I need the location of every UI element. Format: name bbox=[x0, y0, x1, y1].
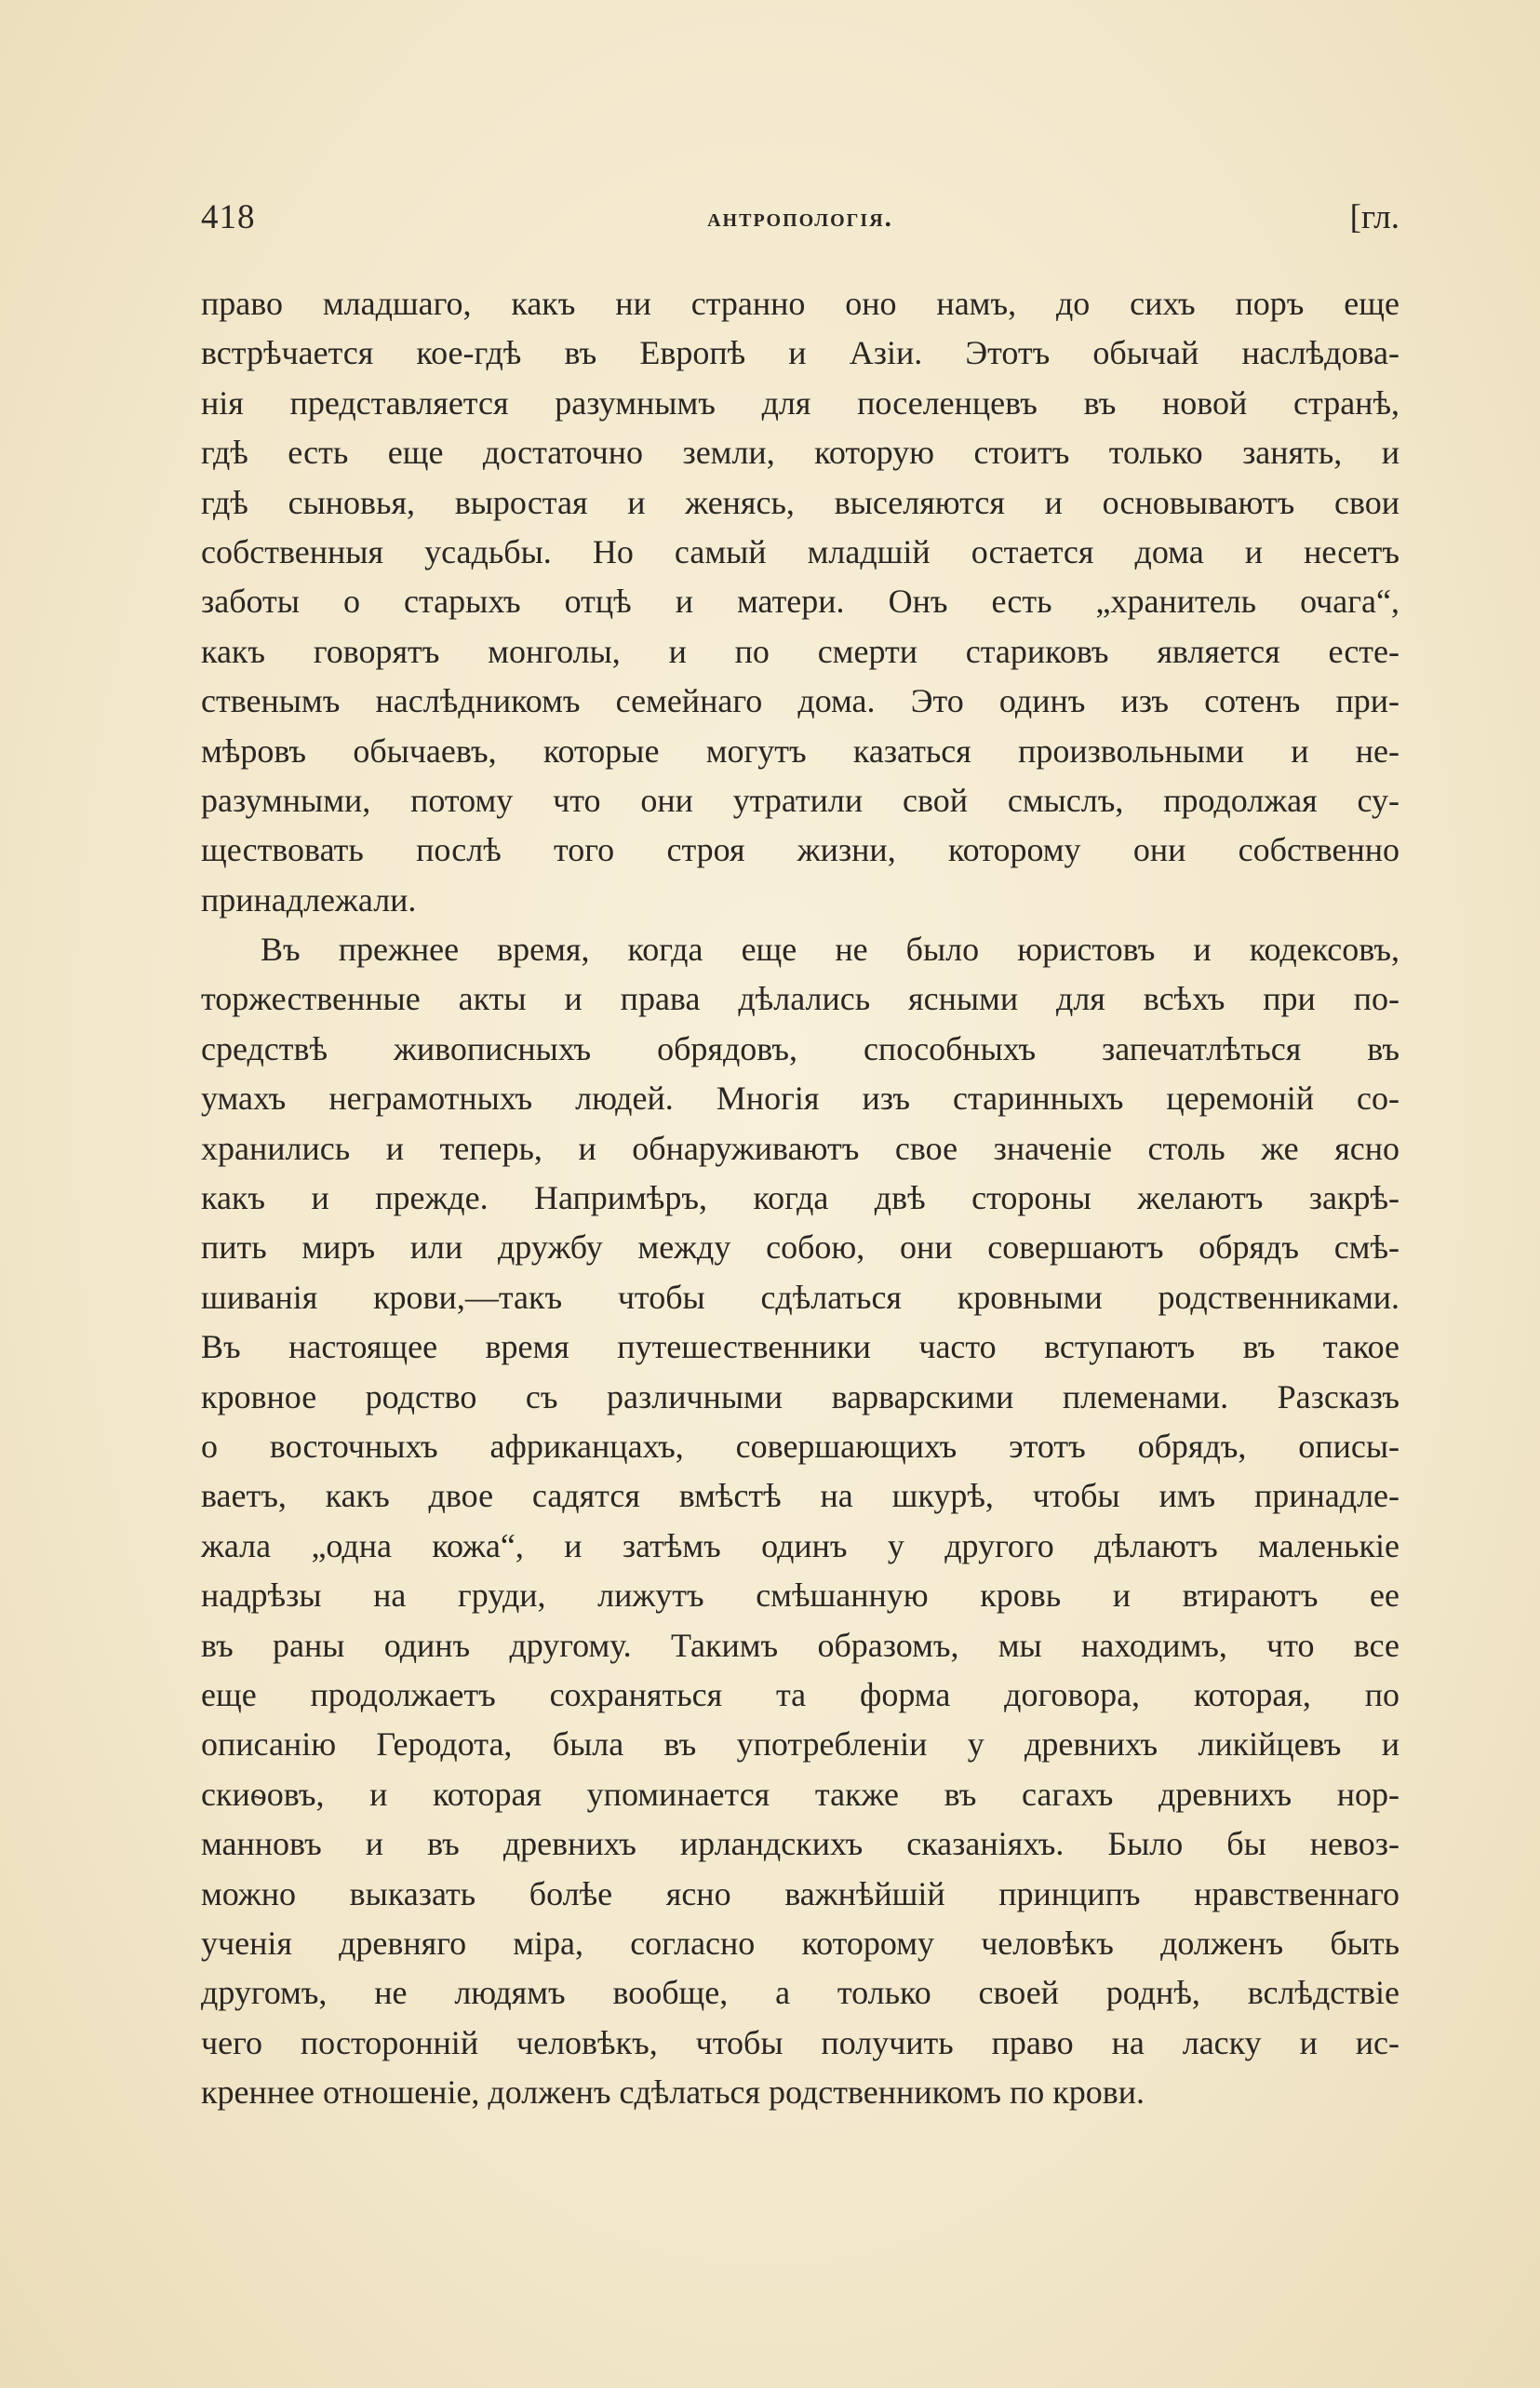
text-line: шиванія крови,—такъ чтобы сдѣлаться кровными родственниками. bbox=[201, 1278, 1399, 1316]
text-line: еще продолжаетъ сохраняться та форма договора, которая, по bbox=[201, 1675, 1399, 1713]
text-line: въ раны одинъ другому. Такимъ образомъ, мы находимъ, что все bbox=[201, 1626, 1399, 1664]
text-line: ществовать послѣ того строя жизни, которому они собственно bbox=[201, 831, 1399, 869]
paragraph-end-line: принадлежали. bbox=[201, 880, 417, 919]
chapter-mark: [гл. bbox=[1349, 198, 1399, 236]
text-line: о восточныхъ африканцахъ, совершающихъ этотъ обрядъ, описы- bbox=[201, 1427, 1399, 1465]
text-line: разумными, потому что они утратили свой смыслъ, продолжая су- bbox=[201, 781, 1399, 819]
running-head bbox=[201, 197, 1399, 244]
page-number: 418 bbox=[201, 198, 256, 236]
text-line: описанію Геродота, была въ употребленіи у древнихъ ликійцевъ и bbox=[201, 1725, 1399, 1764]
text-line: нія представляется разумнымъ для поселенцевъ въ новой странѣ, bbox=[201, 383, 1399, 422]
text-line: хранились и теперь, и обнаруживаютъ свое значеніе столь же ясно bbox=[201, 1129, 1399, 1167]
text-line: встрѣчается кое-гдѣ въ Европѣ и Азіи. Этотъ обычай наслѣдова- bbox=[201, 334, 1399, 372]
text-line: ственымъ наслѣдникомъ семейнаго дома. Это одинъ изъ сотенъ при- bbox=[201, 682, 1399, 720]
text-line: другомъ, не людямъ вообще, а только своей роднѣ, вслѣдствіе bbox=[201, 1974, 1399, 2012]
text-line: какъ говорятъ монголы, и по смерти стариковъ является есте- bbox=[201, 632, 1399, 670]
text-line: гдѣ есть еще достаточно земли, которую стоитъ только занять, и bbox=[201, 434, 1399, 472]
text-line: средствѣ живописныхъ обрядовъ, способныхъ запечатлѣться въ bbox=[201, 1029, 1399, 1067]
text-line: чего посторонній человѣкъ, чтобы получить право на ласку и ис- bbox=[201, 2023, 1399, 2061]
running-title: антропологія. bbox=[707, 203, 893, 233]
text-line: ученія древняго міра, согласно которому человѣкъ долженъ быть bbox=[201, 1924, 1399, 1962]
text-line: скиѳовъ, и которая упоминается также въ сагахъ древнихъ нор- bbox=[201, 1775, 1399, 1813]
text-line: торжественные акты и права дѣлались ясными для всѣхъ при по- bbox=[201, 980, 1399, 1018]
text-line: манновъ и въ древнихъ ирландскихъ сказаніяхъ. Было бы невоз- bbox=[201, 1825, 1399, 1863]
text-line: Въ настоящее время путешественники часто вступаютъ въ такое bbox=[201, 1328, 1399, 1366]
paragraph-end-line: креннее отношеніе, долженъ сдѣлаться родственникомъ по крови. bbox=[201, 2073, 1145, 2112]
body-text bbox=[201, 279, 1399, 2117]
text-line: заботы о старыхъ отцѣ и матери. Онъ есть „хранитель очага“, bbox=[201, 583, 1399, 621]
text-line: пить миръ или дружбу между собою, они совершаютъ обрядъ смѣ- bbox=[201, 1228, 1399, 1267]
text-line: надрѣзы на груди, лижутъ смѣшанную кровь и втираютъ ее bbox=[201, 1576, 1399, 1615]
text-line: можно выказать болѣе ясно важнѣйшій принципъ нравственнаго bbox=[201, 1874, 1399, 1912]
text-line: какъ и прежде. Напримѣръ, когда двѣ стороны желаютъ закрѣ- bbox=[201, 1179, 1399, 1217]
text-line: жала „одна кожа“, и затѣмъ одинъ у другого дѣлаютъ маленькіе bbox=[201, 1526, 1399, 1564]
text-line: мѣровъ обычаевъ, которые могутъ казаться произвольными и не- bbox=[201, 731, 1399, 770]
text-line: гдѣ сыновья, выростая и женясь, выселяются и основываютъ свои bbox=[201, 483, 1399, 521]
paragraph-start-line: Въ прежнее время, когда еще не было юристовъ и кодексовъ, bbox=[261, 931, 1399, 969]
text-line: право младшаго, какъ ни странно оно намъ, до сихъ поръ еще bbox=[201, 285, 1399, 322]
text-line: кровное родство съ различными варварскими племенами. Разсказъ bbox=[201, 1377, 1399, 1415]
text-line: ваетъ, какъ двое садятся вмѣстѣ на шкурѣ, чтобы имъ принадле- bbox=[201, 1477, 1399, 1515]
text-line: собственныя усадьбы. Но самый младшій остается дома и несетъ bbox=[201, 532, 1399, 570]
text-line: умахъ неграмотныхъ людей. Многія изъ старинныхъ церемоній со- bbox=[201, 1080, 1399, 1118]
